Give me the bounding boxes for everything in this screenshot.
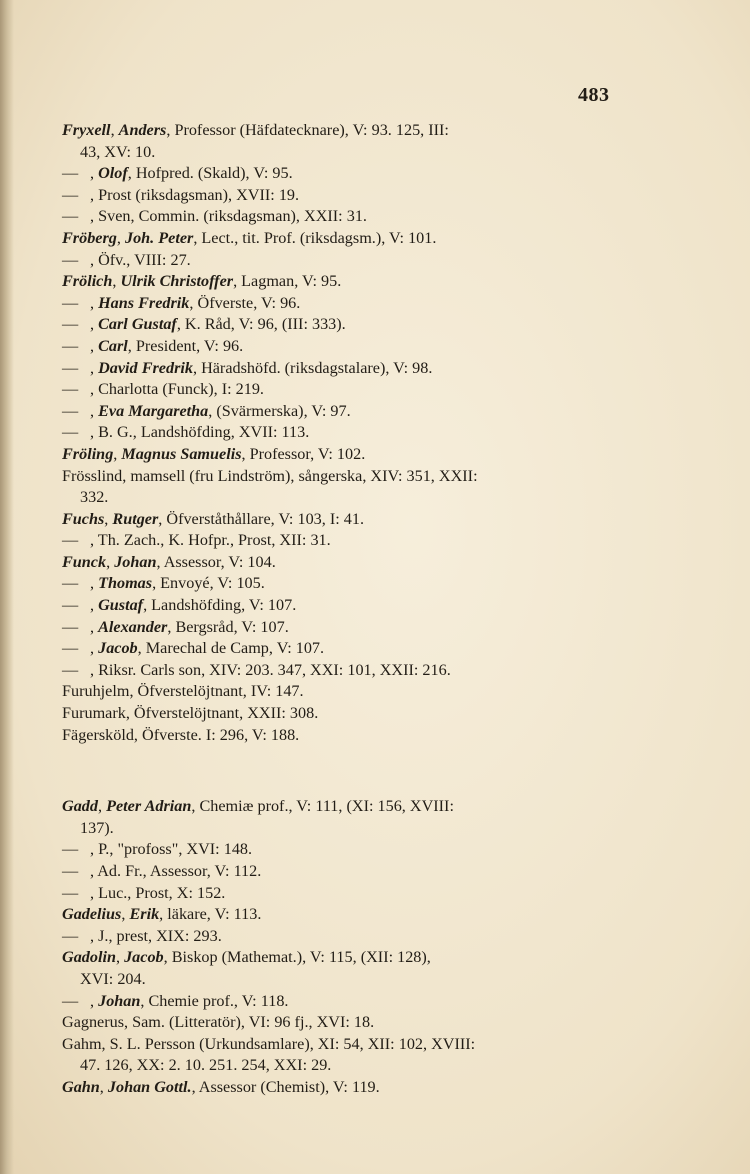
entry-reference: Lect., tit. Prof. (riksdagsm.), V: 101. [201, 228, 437, 247]
entry-continuation: XVI: 204. [80, 969, 146, 988]
index-entry [62, 422, 722, 444]
index-entry: — , Eva Margaretha, (Svärmerska), V: 97. [62, 401, 722, 423]
index-entry: Gadelius, Erik, läkare, V: 113. [62, 905, 262, 924]
ditto-dash: — [62, 423, 79, 442]
index-entry [62, 883, 722, 905]
index-entry: Frölich, Ulrik Christoffer, Lagman, V: 95. [62, 272, 342, 291]
entry-reference: Professor (Häfdatecknare), V: 93. 125, III: [174, 121, 449, 139]
index-entry [62, 703, 722, 725]
ditto-dash: — [62, 596, 79, 615]
ditto-dash: — [62, 164, 79, 183]
entry-given-name: Carl [98, 336, 128, 355]
entry-surname: Gadd [62, 797, 98, 816]
entry-reference: Hofpred. (Skald), V: 95. [135, 164, 293, 183]
index-entry [62, 1055, 722, 1077]
index-entry: Gadolin, Jacob, Biskop (Mathemat.), V: 115, (XII: 128), [62, 948, 431, 967]
entry-given-name: Johan [98, 991, 141, 1010]
entry-given-name: Jacob [98, 639, 138, 658]
entry-reference: Assessor, V: 104. [163, 552, 276, 571]
index-entry: Funck, Johan, Assessor, V: 104. [62, 552, 276, 571]
entry-given-name: Anders [118, 121, 167, 139]
index-entry [62, 660, 722, 682]
entry-given-name: Johan [114, 552, 157, 571]
ditto-dash: — [62, 250, 79, 269]
entry-surname: Gadelius [62, 905, 122, 924]
index-entry [62, 969, 722, 991]
ditto-dash: — [62, 639, 79, 658]
entry-given-name: Thomas [98, 574, 153, 593]
entry-reference: President, V: 96. [135, 336, 244, 355]
entry-given-name: Hans Fredrik [98, 293, 190, 312]
entry-continuation: 47. 126, XX: 2. 10. 251. 254, XXI: 29. [80, 1056, 332, 1075]
index-entry [62, 926, 722, 948]
ditto-dash: — [62, 401, 79, 420]
entry-text: , Öfv., VIII: 27. [90, 250, 191, 269]
entry-reference: Häradshöfd. (riksdagstalare), V: 98. [201, 358, 433, 377]
ditto-dash: — [62, 862, 79, 880]
index-entry: Gahn, Johan Gottl., Assessor (Chemist), V: 119. [62, 1077, 380, 1096]
index-entry: — , Alexander, Bergsråd, V: 107. [62, 617, 722, 639]
ditto-dash: — [62, 358, 79, 377]
entry-surname: Fryxell [62, 121, 111, 139]
entry-text: , Prost (riksdagsman), XVII: 19. [90, 185, 300, 204]
index-entry [62, 142, 722, 164]
index-entry [62, 185, 722, 207]
entry-surname: Gadolin [62, 948, 116, 967]
entry-surname: Fröling [62, 444, 114, 463]
entry-given-name: Erik [129, 905, 160, 924]
index-entry: Fröling, Magnus Samuelis, Professor, V: 102. [62, 444, 366, 463]
entry-given-name: Rutger [112, 509, 159, 528]
entry-given-name: Eva Margaretha [98, 401, 209, 420]
entry-text: Gagnerus, Sam. (Litteratör), VI: 96 fj., XVI: 18. [62, 1013, 375, 1032]
book-spine-shadow [0, 0, 14, 1174]
entry-text: , J., prest, XIX: 293. [90, 926, 222, 945]
ditto-dash: — [62, 617, 79, 636]
ditto-dash: — [62, 293, 79, 312]
index-entry: — , David Fredrik, Häradshöfd. (riksdagstalare), V: 98. [62, 358, 722, 380]
index-entry: — , Jacob, Marechal de Camp, V: 107. [62, 638, 722, 660]
index-entry [62, 681, 722, 703]
index-entry [62, 250, 722, 272]
entry-given-name: Gustaf [98, 596, 144, 615]
entry-text: Furuhjelm, Öfverstelöjtnant, IV: 147. [62, 682, 304, 701]
entry-surname: Frölich [62, 272, 113, 291]
entry-reference: Öfverståthållare, V: 103, I: 41. [166, 509, 365, 528]
entry-reference: Bergsråd, V: 107. [175, 617, 289, 636]
entry-given-name: Magnus Samuelis [121, 444, 242, 463]
index-entry: — , Carl Gustaf, K. Råd, V: 96, (III: 333). [62, 314, 722, 336]
index-entry: — , Hans Fredrik, Öfverste, V: 96. [62, 293, 722, 315]
entry-text: , Sven, Commin. (riksdagsman), XXII: 31. [90, 207, 367, 226]
ditto-dash: — [62, 315, 79, 334]
entry-text: Gahm, S. L. Persson (Urkundsamlare), XI: 54, XII: 102, XVIII: [62, 1034, 476, 1053]
index-entry [62, 1012, 722, 1034]
index-entry: — , Johan, Chemie prof., V: 118. [62, 991, 722, 1013]
entry-text: , Riksr. Carls son, XIV: 203. 347, XXI: 101, XXII: 216. [90, 660, 451, 679]
entry-reference: (Svärmerska), V: 97. [216, 401, 351, 420]
ditto-dash: — [62, 660, 79, 679]
entry-surname: Gahn [62, 1077, 100, 1096]
index-entry: — , Olof, Hofpred. (Skald), V: 95. [62, 163, 722, 185]
entry-given-name: Joh. Peter [124, 228, 194, 247]
entry-text: , Ad. Fr., Assessor, V: 112. [90, 862, 262, 880]
index-entry [62, 206, 722, 228]
entry-reference: läkare, V: 113. [167, 905, 262, 924]
index-entry [62, 861, 722, 883]
ditto-dash: — [62, 336, 79, 355]
index-entry: Fryxell, Anders, Professor (Häfdatecknare), V: 93. 125, III: [62, 121, 449, 139]
entry-continuation: 43, XV: 10. [80, 142, 156, 161]
entry-given-name: Olof [98, 164, 128, 183]
index-entry [62, 487, 722, 509]
entry-reference: Professor, V: 102. [249, 444, 366, 463]
entry-surname: Fuchs [62, 509, 105, 528]
ditto-dash: — [62, 991, 79, 1010]
index-entry: — , Gustaf, Landshöfding, V: 107. [62, 595, 722, 617]
entry-reference: Öfverste, V: 96. [197, 293, 301, 312]
index-entry [62, 725, 722, 747]
entry-given-name: Ulrik Christoffer [120, 272, 234, 291]
entry-reference: Chemie prof., V: 118. [148, 991, 289, 1010]
entry-reference: Assessor (Chemist), V: 119. [198, 1077, 380, 1096]
index-entry: — , Thomas, Envoyé, V: 105. [62, 573, 722, 595]
entry-given-name: Carl Gustaf [98, 315, 177, 334]
index-entry [62, 1034, 722, 1056]
ditto-dash: — [62, 883, 79, 902]
ditto-dash: — [62, 926, 79, 945]
entry-given-name: Jacob [124, 948, 164, 967]
index-entry: Fröberg, Joh. Peter, Lect., tit. Prof. (riksdagsm.), V: 101. [62, 228, 437, 247]
index-entry [62, 530, 722, 552]
entry-reference: Marechal de Camp, V: 107. [145, 639, 325, 658]
entry-reference: Biskop (Mathemat.), V: 115, (XII: 128), [171, 948, 431, 967]
entry-given-name: Alexander [98, 617, 168, 636]
ditto-dash: — [62, 380, 79, 399]
entry-text: Frösslind, mamsell (fru Lindström), sångerska, XIV: 351, XXII: [62, 466, 478, 485]
entry-text: , P., "profoss", XVI: 148. [90, 840, 253, 859]
index-entry: Gadd, Peter Adrian, Chemiæ prof., V: 111, (XI: 156, XVIII: [62, 797, 454, 816]
entry-given-name: Peter Adrian [106, 797, 192, 816]
ditto-dash: — [62, 840, 79, 859]
ditto-dash: — [62, 185, 79, 204]
name-index-list [62, 120, 722, 1099]
ditto-dash: — [62, 531, 79, 550]
entry-reference: Chemiæ prof., V: 111, (XI: 156, XVIII: [199, 797, 454, 816]
ditto-dash: — [62, 207, 79, 226]
index-entry: Fuchs, Rutger, Öfverståthållare, V: 103, I: 41. [62, 509, 365, 528]
ditto-dash: — [62, 574, 79, 593]
entry-reference: K. Råd, V: 96, (III: 333). [184, 315, 346, 334]
entry-given-name: Johan Gottl. [107, 1077, 192, 1096]
entry-surname: Fröberg [62, 228, 117, 247]
index-entry [62, 839, 722, 861]
entry-given-name: David Fredrik [98, 358, 193, 377]
entry-surname: Funck [62, 552, 107, 571]
entry-reference: Lagman, V: 95. [241, 272, 342, 291]
page-number: 483 [578, 84, 610, 106]
index-entry: — , Carl, President, V: 96. [62, 336, 722, 358]
entry-reference: Landshöfding, V: 107. [151, 596, 297, 615]
entry-text: Fägersköld, Öfverste. I: 296, V: 188. [62, 725, 300, 744]
index-entry [62, 818, 722, 840]
entry-text: , Luc., Prost, X: 152. [90, 883, 226, 902]
entry-text: Furumark, Öfverstelöjtnant, XXII: 308. [62, 704, 319, 723]
entry-text: , Th. Zach., K. Hofpr., Prost, XII: 31. [90, 531, 331, 550]
entry-text: , Charlotta (Funck), I: 219. [90, 380, 264, 399]
entry-continuation: 137). [80, 818, 114, 837]
entry-continuation: 332. [80, 488, 109, 507]
entry-text: , B. G., Landshöfding, XVII: 113. [90, 423, 310, 442]
index-entry [62, 466, 722, 488]
entry-reference: Envoyé, V: 105. [160, 574, 265, 593]
index-entry [62, 379, 722, 401]
section-gap [62, 746, 722, 796]
